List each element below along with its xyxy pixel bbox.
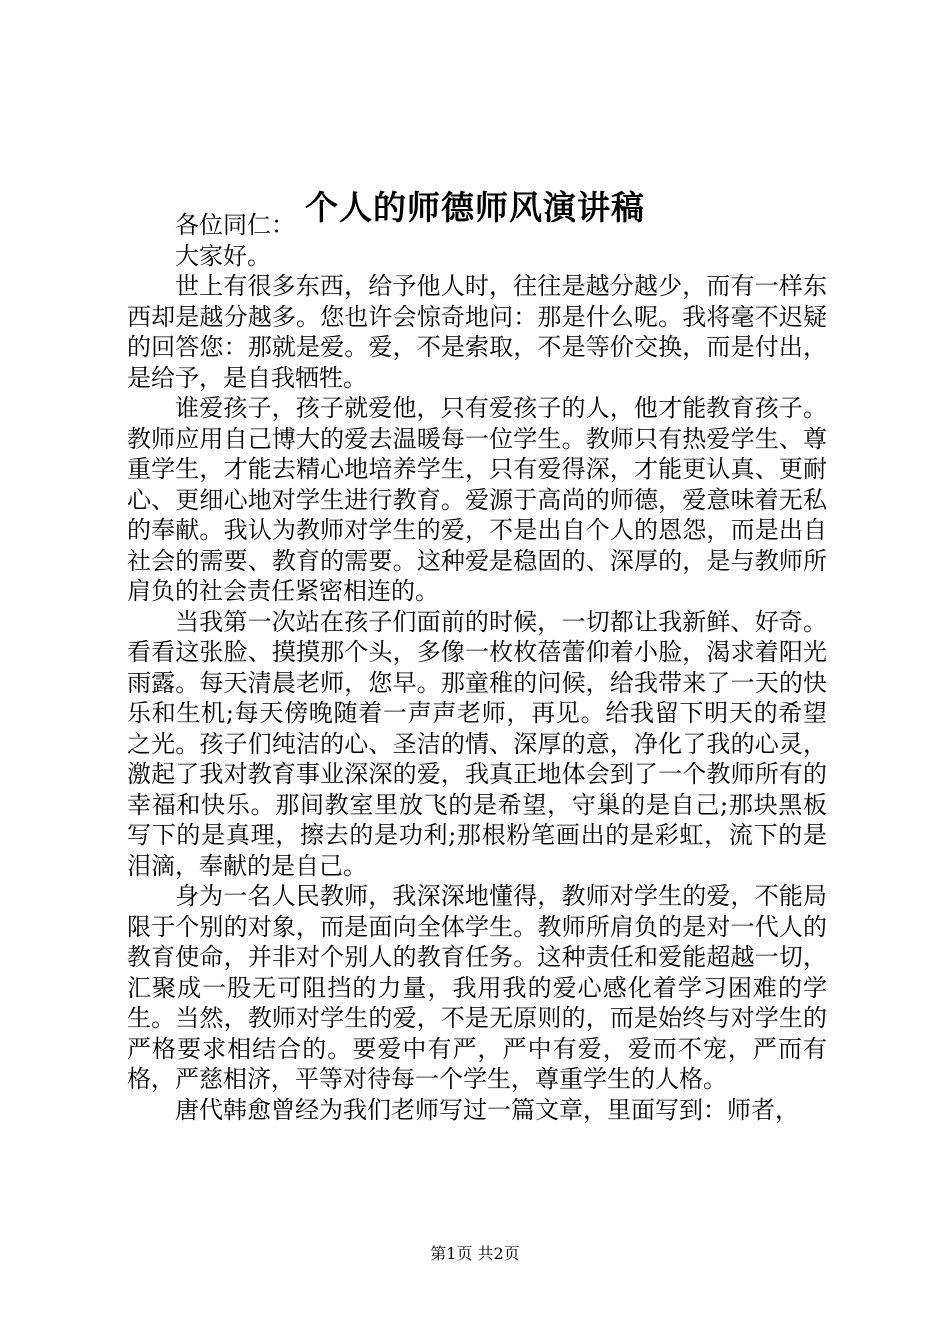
page-footer	[0, 1244, 950, 1264]
greeting: 大家好。	[175, 241, 271, 270]
salutation: 各位同仁：	[175, 211, 295, 239]
page-title: 个人的师德师风演讲稿	[305, 188, 645, 227]
paragraph: 当我第一次站在孩子们面前的时候，一切都让我新鲜、好奇。看看这张脸、摸摸那个头，多像一枚枚蓓蕾仰着小脸，渴求着阳光雨露。每天清晨老师，您早。那童稚的问候，给我带来了一天的快乐和生机;每天傍晚随着一声声老师，再见。给我留下明天的希望之光。孩子们纯洁的心、圣洁的情、深厚的意，净化了我的心灵，激起了我对教育事业深深的爱，我真正地体会到了一个教师所有的幸福和快乐。那间教室里放飞的是希望，守巢的是自己;那块黑板写下的是真理，擦去的是功利;那根粉笔画出的是彩虹，流下的是泪滴，奉献的是自己。	[127, 607, 827, 880]
document-body	[127, 210, 827, 1125]
page-number: 第1页 共2页	[430, 1244, 520, 1263]
paragraph: 唐代韩愈曾经为我们老师写过一篇文章，里面写到：师者，	[175, 1095, 799, 1124]
paragraph: 身为一名人民教师，我深深地懂得，教师对学生的爱，不能局限于个别的对象，而是面向全体学生。教师所肩负的是对一代人的教育使命，并非对个别人的教育任务。这种责任和爱能超越一切，汇聚成一股无可阻挡的力量，我用我的爱心感化着学习困难的学生。当然，教师对学生的爱，不是无原则的，而是始终与对学生的严格要求相结合的。要爱中有严，严中有爱，爱而不宠，严而有格，严慈相济，平等对待每一个学生，尊重学生的人格。	[127, 882, 827, 1093]
paragraph: 世上有很多东西，给予他人时，往往是越分越少，而有一样东西却是越分越多。您也许会惊奇地问：那是什么呢。我将毫不迟疑的回答您：那就是爱。爱，不是索取，不是等价交换，而是付出，是给予，是自我牺牲。	[127, 272, 827, 392]
paragraph: 谁爱孩子，孩子就爱他，只有爱孩子的人，他才能教育孩子。教师应用自己博大的爱去温暖每一位学生。教师只有热爱学生、尊重学生，才能去精心地培养学生，只有爱得深，才能更认真、更耐心、更细心地对学生进行教育。爱源于高尚的师德，爱意味着无私的奉献。我认为教师对学生的爱，不是出自个人的恩怨，而是出自社会的需要、教育的需要。这种爱是稳固的、深厚的，是与教师所肩负的社会责任紧密相连的。	[127, 394, 827, 605]
